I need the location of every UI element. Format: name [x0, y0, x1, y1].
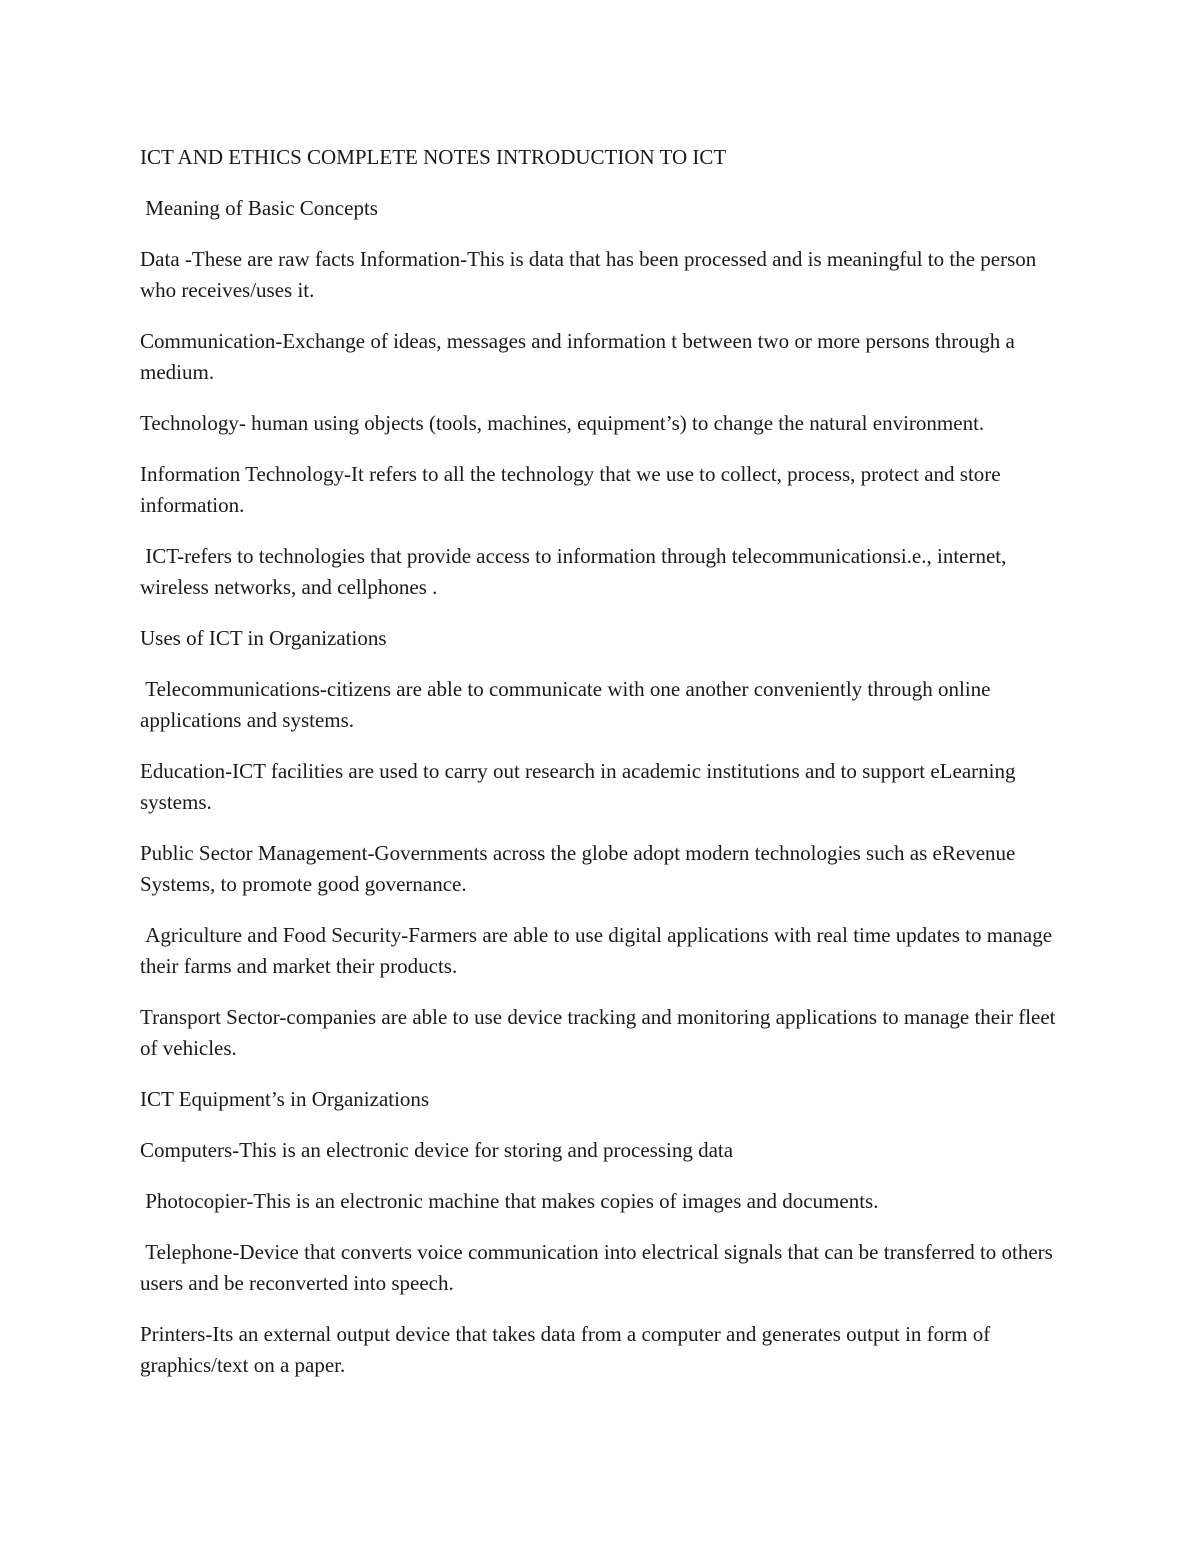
paragraph-transport: Transport Sector-companies are able to use device tracking and monitoring applications to manage their fleet of vehicles.: [140, 1005, 1061, 1060]
paragraph-agriculture: Agriculture and Food Security-Farmers are able to use digital applications with real time updates to manage their farms and market their products.: [140, 923, 1058, 978]
paragraph-photocopier: Photocopier-This is an electronic machine that makes copies of images and documents.: [140, 1189, 879, 1213]
section-heading: ICT Equipment’s in Organizations: [140, 1087, 430, 1111]
paragraph-public-sector: Public Sector Management-Governments across the globe adopt modern technologies such as eRevenue Systems, to promote good governance.: [140, 841, 1021, 896]
paragraph-ict-definition: ICT-refers to technologies that provide access to information through telecommunicationsi.e., internet, wireless networks, and cellphones .: [140, 544, 1012, 599]
paragraph-it-definition: Information Technology-It refers to all the technology that we use to collect, process, protect and store information.: [140, 462, 1006, 517]
paragraph-telephone: Telephone-Device that converts voice communication into electrical signals that can be transferred to others users and be reconverted into speech.: [140, 1240, 1059, 1295]
paragraph-technology-definition: Technology- human using objects (tools, machines, equipment’s) to change the natural environment.: [140, 411, 985, 435]
paragraph-education: Education-ICT facilities are used to carry out research in academic institutions and to support eLearning systems.: [140, 759, 1021, 814]
paragraph-printers: Printers-Its an external output device that takes data from a computer and generates output in form of graphics/text on a paper.: [140, 1322, 996, 1377]
paragraph-data-definition: Data -These are raw facts Information-This is data that has been processed and is meaningful to the person who receives/uses it.: [140, 247, 1042, 302]
paragraph-telecommunications: Telecommunications-citizens are able to communicate with one another conveniently through online applications and systems.: [140, 677, 996, 732]
document-body: [140, 142, 1065, 1401]
section-heading: Meaning of Basic Concepts: [140, 196, 378, 220]
section-heading: Uses of ICT in Organizations: [140, 626, 387, 650]
document-title: ICT AND ETHICS COMPLETE NOTES INTRODUCTION TO ICT: [140, 145, 727, 169]
paragraph-computers: Computers-This is an electronic device for storing and processing data: [140, 1138, 734, 1162]
paragraph-communication-definition: Communication-Exchange of ideas, messages and information t between two or more persons through a medium.: [140, 329, 1021, 384]
